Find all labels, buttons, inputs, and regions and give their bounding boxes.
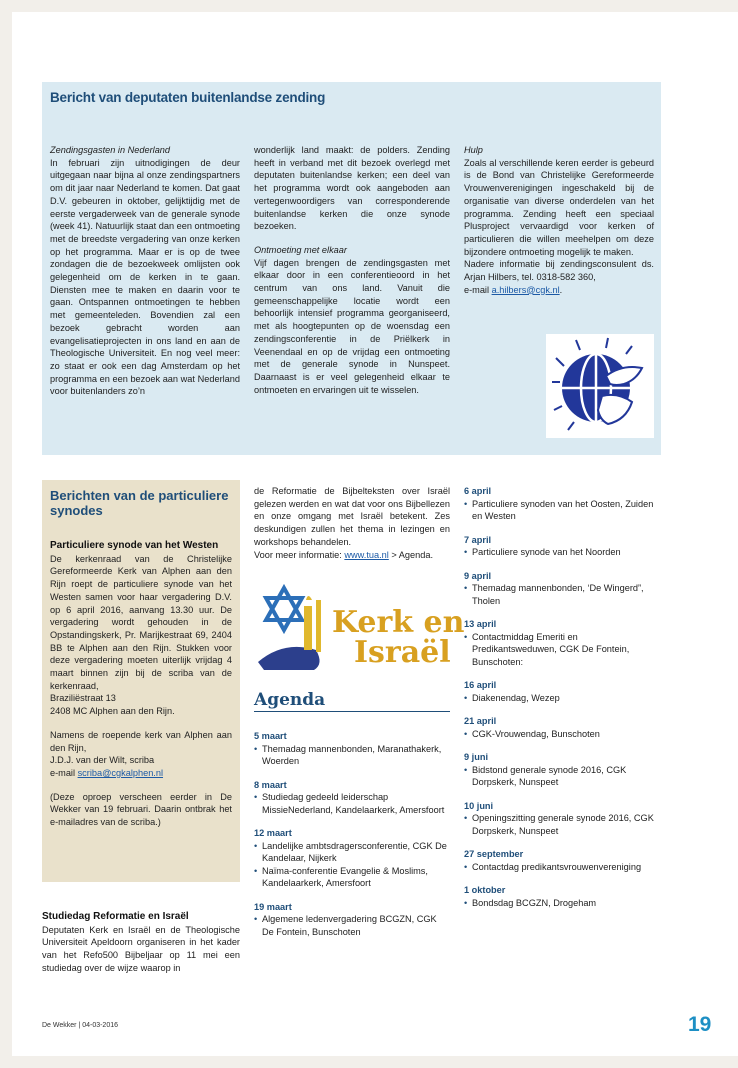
agenda-date: 9 april xyxy=(464,570,492,581)
synodes-address-2: 2408 MC Alphen aan den Rijn. xyxy=(50,706,175,717)
zending-subhead-2: Ontmoeting met elkaar xyxy=(254,244,347,255)
agenda-date: 16 april xyxy=(464,680,497,690)
studiedag-continued xyxy=(254,485,450,561)
agenda-date: 9 juni xyxy=(464,752,488,762)
zending-text-1: In februari zijn uitnodigingen de deur uitgegaan naar bijna al onze zendingspartners om dit jaar naar Nederland te komen. Dat gaat D.V. gebeuren in oktober, gelijktijdig met de eerste vergaderweek van de generale synode (week 41). Natuurlijk staat dan een ontmoeting met de breedste vergadering van onze kerken op het programma. Maar er is op de twee zondagen die de bezoekweek omlijsten ook gelegenheid om de kerken in te gaan. Diensten mee te maken en daarin voor te gaan. Ontspannen ontmoetingen te hebben met gemeenteleden. Bovendien zal een bezoek gebracht worden aan evangelisatieprojecten in ons land en aan de Theologische Universiteit. En nog veel meer: zo staat er ook een dag Amsterdam op het programma en een bezoek aan wat Nederland voor buitenlanders zo’n xyxy=(50,157,240,397)
agenda-entry xyxy=(464,848,660,873)
footer-text: De Wekker | 04-03-2016 xyxy=(42,1022,119,1029)
synodes-subhead: Particuliere synode van het Westen xyxy=(50,540,219,551)
agenda-date: 5 maart xyxy=(254,731,287,741)
agenda-entry xyxy=(464,618,660,668)
agenda-entry xyxy=(254,901,450,939)
agenda-date: 13 april xyxy=(464,619,497,629)
agenda-date: 6 april xyxy=(464,486,492,496)
agenda-entry xyxy=(254,730,450,768)
email-suffix: . xyxy=(559,284,563,295)
tua-link[interactable]: www.tua.nl xyxy=(344,549,389,560)
agenda-date: 19 maart xyxy=(254,901,292,912)
studiedag-text-2: de Reformatie de Bijbelteksten over Israël gelezen werden en wat dat voor ons Bijbellezen en onze omgang met Israël betekent. Zes deskundigen zullen het thema in lezingen en workshops behandelen. xyxy=(254,486,450,547)
agenda-entry xyxy=(464,679,660,704)
agenda-entry xyxy=(464,534,660,559)
synodes-title: Berichten van de particuliere synodes xyxy=(50,488,229,518)
agenda-entry xyxy=(464,485,660,523)
studiedag-info xyxy=(254,549,450,562)
agenda-item: • Naïma-conferentie Evangelie & Moslims, Kandelaarkerk, Amersfoort xyxy=(254,865,450,890)
synodes-namens: Namens de roepende kerk van Alphen aan den Rijn, xyxy=(50,729,232,753)
agenda-item: • Algemene ledenvergadering BCGZN, CGK De Fontein, Bunschoten xyxy=(254,913,450,938)
kerk-en-israel-logo xyxy=(254,580,465,672)
zending-title: Bericht van deputaten buitenlandse zending xyxy=(50,90,326,105)
agenda-column-1 xyxy=(254,730,450,949)
zending-text-3: Vijf dagen brengen de zendingsgasten met elkaar door in een conferentieoord in het centrum van ons land. Vanuit die gemeenschappelijke locatie wordt een behoorlijk intensief programma georganiseerd, met als hoogtepunten op de woensdag een zendingsconferentie in de Priëlkerk in Veenendaal en op de vrijdag een ontmoeting met de generale synode in Nunspeet. Daarnaast is er veel gelegenheid elkaar te ontmoeten en ervaringen uit te wisselen. xyxy=(254,257,450,395)
zending-column-1 xyxy=(50,144,240,398)
agenda-date: 1 oktober xyxy=(464,885,506,895)
agenda-item: • Bidstond generale synode 2016, CGK Dorpskerk, Nunspeet xyxy=(464,764,660,789)
agenda-entry xyxy=(464,884,660,909)
agenda-date: 27 september xyxy=(464,849,524,859)
agenda-date: 10 juni xyxy=(464,800,494,811)
studiedag-text: Deputaten Kerk en Israël en de Theologische Universiteit Apeldoorn organiseren in het kader van het Refo500 Bijbeljaar op 11 mei een studiedag over de wijze waarop in xyxy=(42,924,240,973)
agenda-title: Agenda xyxy=(254,690,450,712)
zending-subhead-1: Zendingsgasten in Nederland xyxy=(50,145,171,155)
email-prefix: e-mail xyxy=(50,767,78,778)
star-of-david-icon xyxy=(254,580,465,672)
contact-line: Nadere informatie bij zendingsconsulent ds. Arjan Hilbers, tel. 0318-582 360, xyxy=(464,259,654,283)
agenda-entry xyxy=(254,827,450,890)
logo-line-1: Kerk en xyxy=(332,605,465,640)
synodes-scriba: J.D.J. van der Wilt, scriba xyxy=(50,755,155,766)
globe-hands-illustration xyxy=(546,334,654,438)
zending-email-line xyxy=(464,284,654,297)
agenda-item: • Openingszitting generale synode 2016, CGK Dorpskerk, Nunspeet xyxy=(464,812,660,837)
agenda-item: • Contactmiddag Emeriti en Predikantsweduwen, CGK De Fontein, Bunschoten: xyxy=(464,631,660,669)
info-suffix: > Agenda. xyxy=(388,549,434,560)
agenda-entry xyxy=(464,570,660,608)
agenda-item: • CGK-Vrouwendag, Bunschoten xyxy=(464,728,660,741)
agenda-entry xyxy=(464,715,660,740)
page-number: 19 xyxy=(688,1013,712,1036)
zending-subhead-3: Hulp xyxy=(464,145,483,155)
studiedag-section xyxy=(42,911,240,975)
agenda-item: • Bondsdag BCGZN, Drogeham xyxy=(464,897,660,910)
synodes-text: De kerkenraad van de Christelijke Gereformeerde Kerk van Alphen aan den Rijn roept de particuliere synode van het Westen samen voor haar vergadering D.V. op 6 april 2016, aanvang 13.30 uur. De vergadering wordt gehouden in de Opstandingskerk, Pr. Marijkestraat 69, 2404 BB te Alphen aan den Rijn. Stukken voor deze vergadering moeten uiterlijk vrijdag 4 maart binnen zijn bij de scriba van de kerkenraad, xyxy=(50,553,232,691)
agenda-item: • Themadag mannenbonden, Maranathakerk, Woerden xyxy=(254,743,450,768)
synodes-note: (Deze oproep verscheen eerder in De Wekker van 19 februari. Daarin ontbrak het e-mailadres van de scriba.) xyxy=(50,791,232,828)
studiedag-subhead: Studiedag Reformatie en Israël xyxy=(42,911,189,922)
agenda-entry xyxy=(464,800,660,838)
agenda-item: • Particuliere synoden van het Oosten, Zuiden en Westen xyxy=(464,498,660,523)
agenda-entry xyxy=(254,779,450,817)
agenda-item: • Landelijke ambtsdragersconferentie, CGK De Kandelaar, Nijkerk xyxy=(254,840,450,865)
zending-contact xyxy=(464,258,654,283)
synodes-email-link[interactable]: scriba@cgkalphen.nl xyxy=(77,767,164,778)
zending-email-link[interactable]: a.hilbers@cgk.nl xyxy=(491,284,560,295)
agenda-item: • Studiedag gedeeld leiderschap MissieNederland, Kandelaarkerk, Amersfoort xyxy=(254,791,450,816)
zending-column-2 xyxy=(254,144,450,396)
agenda-date: 21 april xyxy=(464,716,497,726)
agenda-entry xyxy=(464,751,660,789)
agenda-column-2 xyxy=(464,485,660,920)
agenda-date: 7 april xyxy=(464,534,492,545)
synodes-email-line xyxy=(50,767,232,780)
info-prefix: Voor meer informatie: xyxy=(254,549,345,560)
agenda-date: 12 maart xyxy=(254,828,292,838)
zending-column-3 xyxy=(464,144,654,296)
synodes-body xyxy=(50,540,232,829)
agenda-item: • Themadag mannenbonden, ‘De Wingerd”, Tholen xyxy=(464,582,660,607)
synodes-address-1: Braziliëstraat 13 xyxy=(50,693,116,704)
email-prefix: e-mail xyxy=(464,284,492,295)
zending-text-2: wonderlijk land maakt: de polders. Zending heeft in verband met dit bezoek overlegd met deputaten buitenlandse kerken; een deel van het programma wordt ook aangeboden aan vertegenwoordigers van corresponderende buitenlandse kerken die onze synode bezoeken. xyxy=(254,145,450,232)
agenda-date: 8 maart xyxy=(254,779,287,790)
agenda-item: • Particuliere synode van het Noorden xyxy=(464,546,660,559)
zending-text-4: Zoals al verschillende keren eerder is gebeurd is de Bond van Christelijke Gereformeerde Vrouwenverenigingen ingeschakeld bij de organisatie van diverse onderdelen van het programma. Zending heeft een speciaal Plusproject vervaardigd voor kerken of particulieren die willen meehelpen om deze bijzondere ontmoeting mogelijk te maken. xyxy=(464,157,654,257)
logo-line-2: Israël xyxy=(354,635,451,670)
agenda-item: • Diakenendag, Wezep xyxy=(464,692,660,705)
agenda-item: • Contactdag predikantsvrouwenvereniging xyxy=(464,861,660,874)
